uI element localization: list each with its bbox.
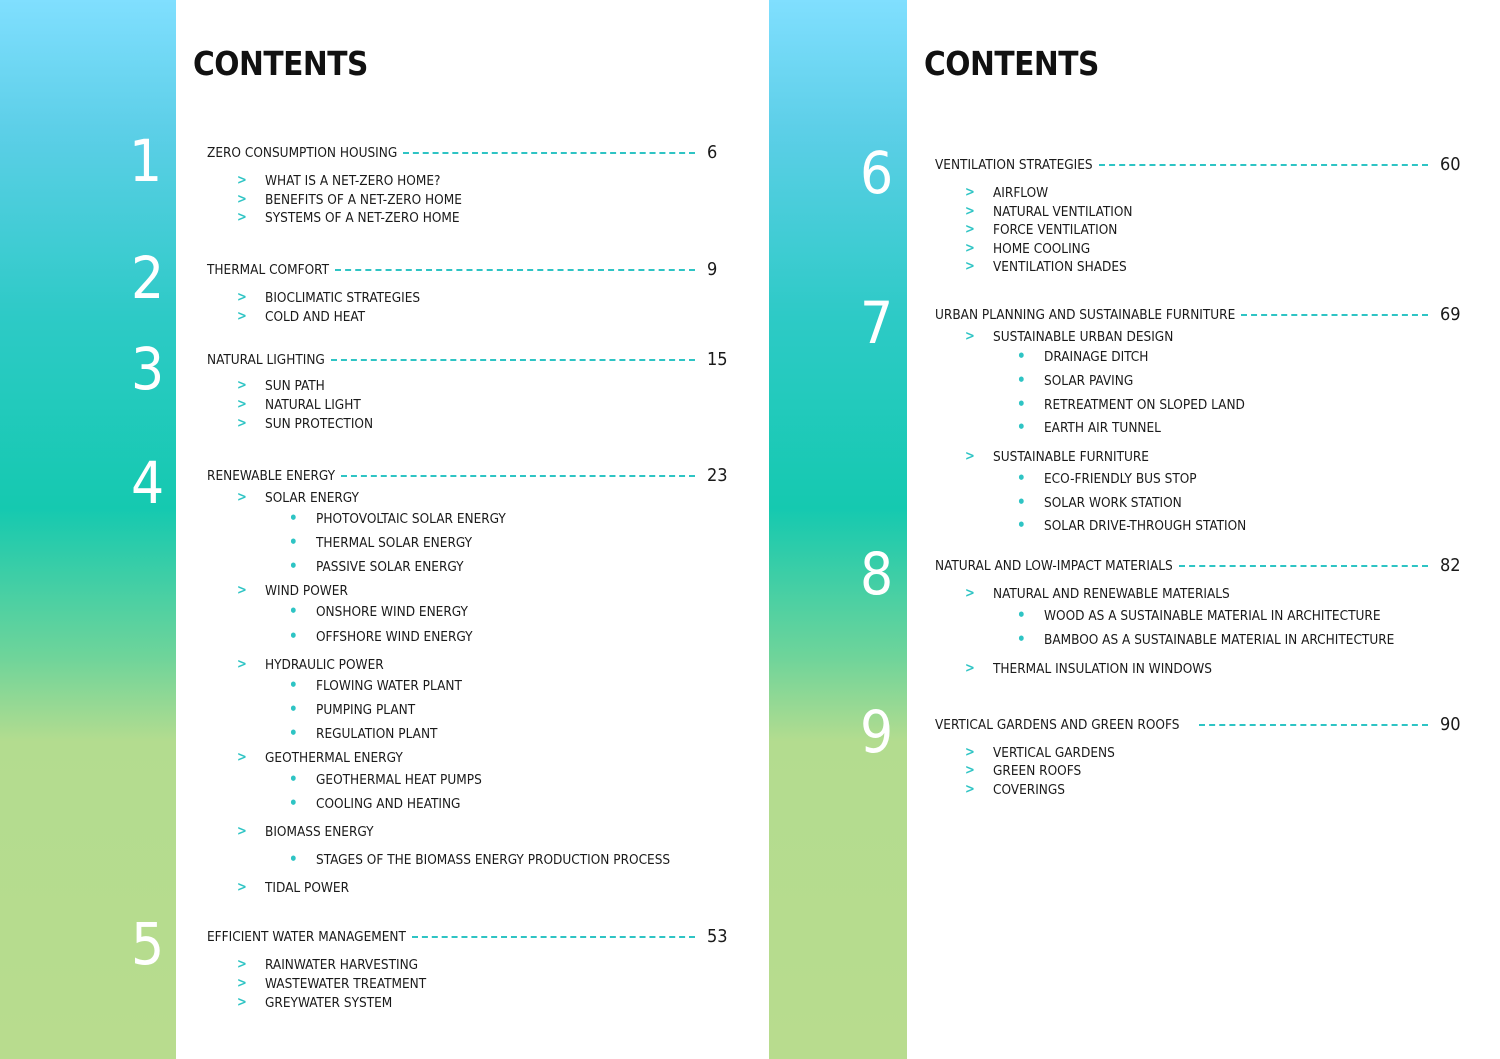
bullet-dot-icon: • [1017,630,1026,648]
bullet-dot-icon: • [289,770,298,788]
section-heading-9[interactable] [935,714,1470,735]
toc-item[interactable]: > GREEN ROOFS [965,763,1082,779]
chevron-right-icon: > [237,416,247,431]
toc-item[interactable]: > SUN PROTECTION [237,416,374,432]
bullet-dot-icon: • [1017,347,1026,365]
toc-item[interactable]: > TIDAL POWER [237,880,350,896]
page-number: 53 [707,926,728,947]
section-heading-3[interactable] [207,349,737,370]
toc-item[interactable]: > SUSTAINABLE URBAN DESIGN [965,329,1174,345]
section-heading-1[interactable] [207,142,737,163]
bullet-dot-icon: • [289,724,298,742]
page-number: 23 [707,465,728,486]
toc-item[interactable]: > SYSTEMS OF A NET-ZERO HOME [237,210,460,226]
toc-item[interactable]: > WHAT IS A NET-ZERO HOME? [237,173,441,189]
toc-item[interactable]: > NATURAL AND RENEWABLE MATERIALS [965,586,1230,602]
toc-subitem[interactable]: • COOLING AND HEATING [289,794,461,812]
bullet-dot-icon: • [289,850,298,868]
section-title: VERTICAL GARDENS AND GREEN ROOFS [935,716,1180,733]
chevron-right-icon: > [237,957,247,972]
bullet-dot-icon: • [1017,606,1026,624]
section-title: THERMAL COMFORT [207,261,330,278]
chevron-right-icon: > [237,378,247,393]
chevron-right-icon: > [965,661,975,676]
section-heading-8[interactable] [935,555,1470,576]
toc-item[interactable]: > GREYWATER SYSTEM [237,995,393,1011]
page-number: 15 [707,349,728,370]
chevron-right-icon: > [237,657,247,672]
section-title: NATURAL LIGHTING [207,351,325,368]
chevron-right-icon: > [965,185,975,200]
chevron-right-icon: > [965,763,975,778]
toc-item[interactable]: > WIND POWER [237,583,348,599]
chevron-right-icon: > [237,290,247,305]
toc-item[interactable]: > BIOMASS ENERGY [237,824,374,840]
chevron-right-icon: > [237,995,247,1010]
section-title: VENTILATION STRATEGIES [935,156,1093,173]
section-number-7: 7 [860,289,894,357]
toc-item[interactable]: > SUSTAINABLE FURNITURE [965,449,1149,465]
section-title: URBAN PLANNING AND SUSTAINABLE FURNITURE [935,306,1236,323]
leader-dashes [412,936,695,938]
chevron-right-icon: > [237,173,247,188]
section-heading-6[interactable] [935,154,1470,175]
chevron-right-icon: > [237,824,247,839]
chevron-right-icon: > [237,490,247,505]
toc-subitem[interactable]: • WOOD AS A SUSTAINABLE MATERIAL IN ARCHITECTURE [1017,606,1381,624]
toc-subitem[interactable]: • FLOWING WATER PLANT [289,676,462,694]
chevron-right-icon: > [237,750,247,765]
toc-item[interactable]: > VERTICAL GARDENS [965,745,1115,761]
chevron-right-icon: > [237,309,247,324]
toc-subitem[interactable]: • PASSIVE SOLAR ENERGY [289,557,464,575]
toc-item[interactable]: > GEOTHERMAL ENERGY [237,750,403,766]
section-number-3: 3 [131,335,165,403]
leader-dashes [1199,724,1428,726]
toc-subitem[interactable]: • OFFSHORE WIND ENERGY [289,627,473,645]
toc-item[interactable]: > BENEFITS OF A NET-ZERO HOME [237,192,462,208]
toc-item[interactable]: > NATURAL VENTILATION [965,204,1133,220]
page-number: 69 [1440,304,1461,325]
section-number-2: 2 [131,244,165,312]
toc-subitem[interactable]: • EARTH AIR TUNNEL [1017,418,1161,436]
toc-subitem[interactable]: • SOLAR DRIVE-THROUGH STATION [1017,516,1247,534]
bullet-dot-icon: • [1017,469,1026,487]
section-title: ZERO CONSUMPTION HOUSING [207,144,398,161]
chevron-right-icon: > [965,745,975,760]
section-heading-7[interactable] [935,304,1470,325]
section-heading-2[interactable] [207,259,737,280]
leader-dashes [331,359,695,361]
section-number-6: 6 [860,139,894,207]
section-number-1: 1 [129,127,163,195]
chevron-right-icon: > [237,976,247,991]
bullet-dot-icon: • [289,627,298,645]
section-title: NATURAL AND LOW-IMPACT MATERIALS [935,557,1173,574]
toc-subitem[interactable]: • BAMBOO AS A SUSTAINABLE MATERIAL IN ARCHITECTURE [1017,630,1395,648]
toc-item[interactable]: > SOLAR ENERGY [237,490,359,506]
toc-subitem[interactable]: • GEOTHERMAL HEAT PUMPS [289,770,482,788]
bullet-dot-icon: • [1017,493,1026,511]
bullet-dot-icon: • [1017,395,1026,413]
toc-item[interactable]: > HYDRAULIC POWER [237,657,384,673]
toc-item[interactable]: > VENTILATION SHADES [965,259,1127,275]
chevron-right-icon: > [965,329,975,344]
bullet-dot-icon: • [289,700,298,718]
page-number: 6 [707,142,718,163]
toc-subitem[interactable]: • ONSHORE WIND ENERGY [289,602,468,620]
toc-subitem[interactable]: • THERMAL SOLAR ENERGY [289,533,473,551]
page-number: 90 [1440,714,1461,735]
chevron-right-icon: > [965,449,975,464]
leader-dashes [335,269,695,271]
toc-subitem[interactable]: • STAGES OF THE BIOMASS ENERGY PRODUCTION PROCESS [289,850,671,868]
toc-subitem[interactable]: • DRAINAGE DITCH [1017,347,1149,365]
page-number: 82 [1440,555,1461,576]
toc-item[interactable]: > AIRFLOW [965,185,1049,201]
chevron-right-icon: > [237,880,247,895]
page-number: 60 [1440,154,1461,175]
chevron-right-icon: > [237,210,247,225]
page-title-left: CONTENTS [193,44,368,83]
leader-dashes [1179,565,1428,567]
toc-subitem[interactable]: • ECO-FRIENDLY BUS STOP [1017,469,1197,487]
bullet-dot-icon: • [289,676,298,694]
leader-dashes [1241,314,1428,316]
toc-item[interactable]: > SUN PATH [237,378,325,394]
section-number-4: 4 [131,449,165,517]
bullet-dot-icon: • [1017,418,1026,436]
chevron-right-icon: > [965,204,975,219]
section-title: RENEWABLE ENERGY [207,467,336,484]
section-heading-4[interactable] [207,465,737,486]
toc-item[interactable]: > FORCE VENTILATION [965,222,1118,238]
leader-dashes [341,475,695,477]
bullet-dot-icon: • [289,602,298,620]
page-number: 9 [707,259,718,280]
chevron-right-icon: > [237,397,247,412]
bullet-dot-icon: • [289,509,298,527]
toc-item[interactable]: > WASTEWATER TREATMENT [237,976,427,992]
chevron-right-icon: > [237,192,247,207]
leader-dashes [1099,164,1428,166]
toc-subitem[interactable]: • REGULATION PLANT [289,724,438,742]
bullet-dot-icon: • [289,533,298,551]
chevron-right-icon: > [965,222,975,237]
toc-subitem[interactable]: • PUMPING PLANT [289,700,416,718]
toc-item[interactable]: > BIOCLIMATIC STRATEGIES [237,290,421,306]
toc-subitem[interactable]: • RETREATMENT ON SLOPED LAND [1017,395,1245,413]
toc-item[interactable]: > THERMAL INSULATION IN WINDOWS [965,661,1212,677]
bullet-dot-icon: • [289,794,298,812]
toc-item[interactable]: > RAINWATER HARVESTING [237,957,419,973]
toc-subitem[interactable]: • SOLAR PAVING [1017,371,1134,389]
bullet-dot-icon: • [1017,516,1026,534]
toc-item[interactable]: > NATURAL LIGHT [237,397,361,413]
bullet-dot-icon: • [289,557,298,575]
toc-item[interactable]: > COVERINGS [965,782,1066,798]
chevron-right-icon: > [237,583,247,598]
section-number-9: 9 [860,698,894,766]
section-title: EFFICIENT WATER MANAGEMENT [207,928,406,945]
page-title-right: CONTENTS [924,44,1099,83]
toc-subitem[interactable]: • PHOTOVOLTAIC SOLAR ENERGY [289,509,506,527]
chevron-right-icon: > [965,782,975,797]
chevron-right-icon: > [965,259,975,274]
chevron-right-icon: > [965,586,975,601]
section-number-5: 5 [131,910,165,978]
section-number-8: 8 [860,540,894,608]
section-heading-5[interactable] [207,926,737,947]
chevron-right-icon: > [965,241,975,256]
bullet-dot-icon: • [1017,371,1026,389]
toc-item[interactable]: > HOME COOLING [965,241,1091,257]
toc-item[interactable]: > COLD AND HEAT [237,309,366,325]
toc-subitem[interactable]: • SOLAR WORK STATION [1017,493,1182,511]
leader-dashes [403,152,695,154]
